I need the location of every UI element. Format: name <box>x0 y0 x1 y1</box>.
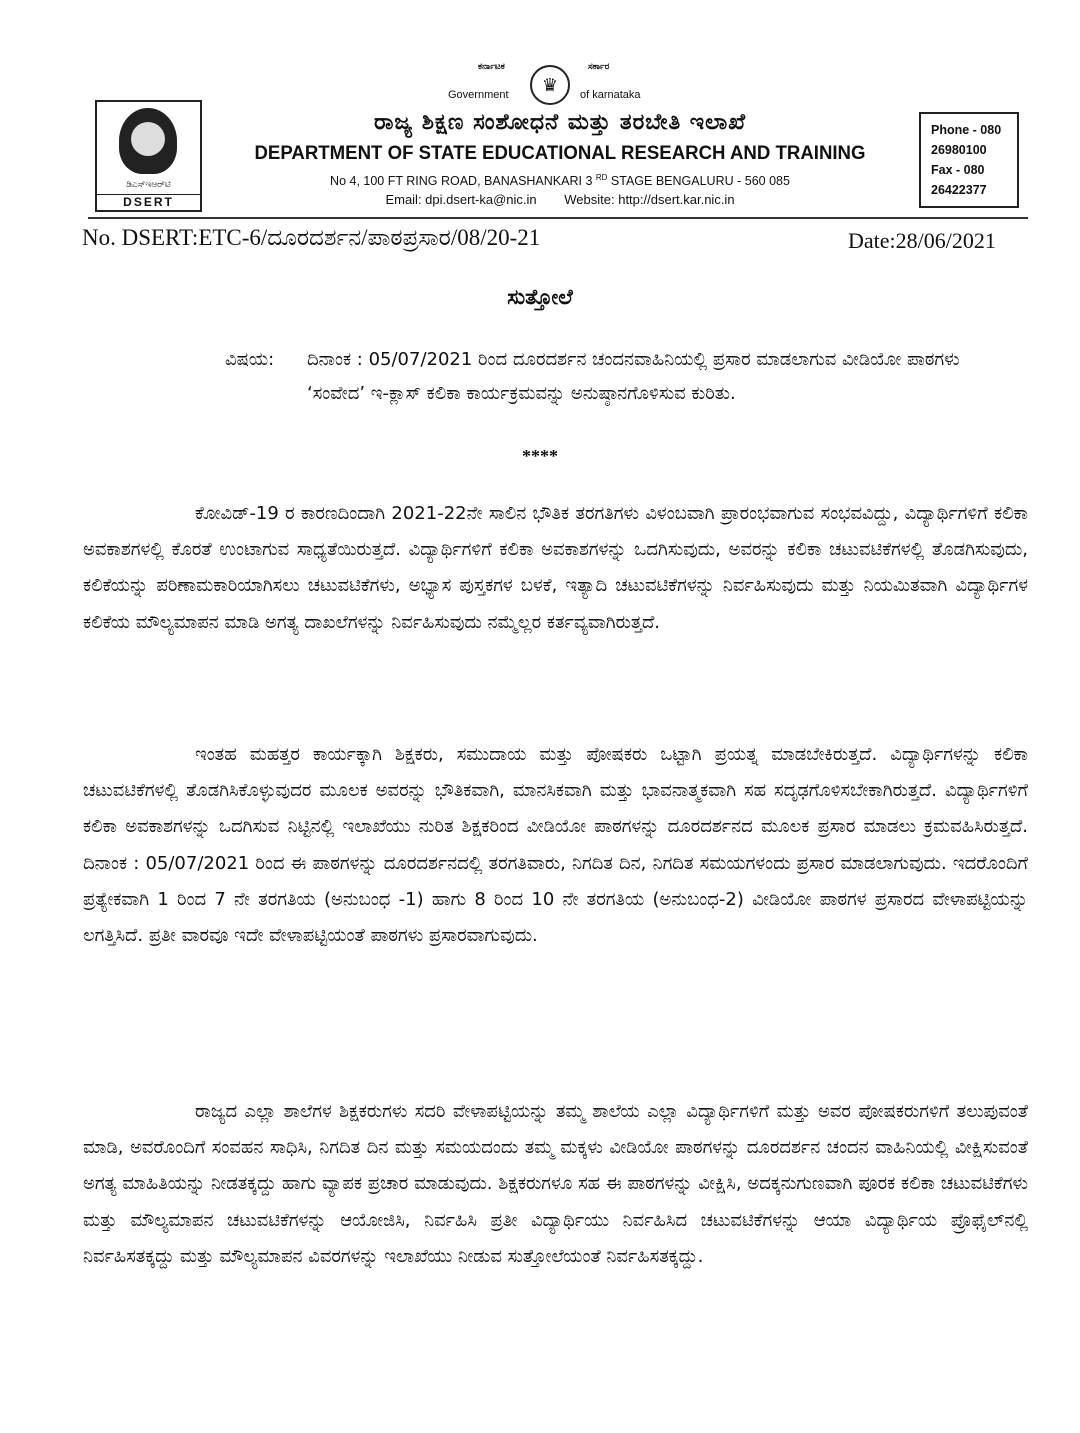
subject-text: ದಿನಾಂಕ : 05/07/2021 ರಿಂದ ದೂರದರ್ಶನ ಚಂದನವಾಹಿನಿಯಲ್ಲಿ ಪ್ರಸಾರ ಮಾಡಲಾಗುವ ವೀಡಿಯೋ ಪಾಠಗಳು ‘ಸಂವೇದ’ ಇ-ಕ್ಲಾಸ್ ಕಲಿಕಾ ಕಾರ್ಯಕ್ರಮವನ್ನು ಅನುಷ್ಠಾನಗೊಳಿಸುವ ಕುರಿತು. <box>307 349 960 404</box>
subject-block <box>225 343 960 411</box>
subject-label: ವಿಷಯ: <box>225 349 275 370</box>
address-post: STAGE BENGALURU - 560 085 <box>607 174 790 189</box>
separator: **** <box>522 446 558 466</box>
dsert-seal-icon <box>119 108 177 174</box>
department-address <box>205 173 915 188</box>
circular-title: ಸುತ್ತೋಲೆ <box>507 285 573 309</box>
dsert-logo <box>95 100 202 212</box>
phone-fax-box <box>919 112 1019 208</box>
reference-number: No. DSERT:ETC-6/ದೂರದರ್ಶನ/ಪಾಠಪ್ರಸಾರ/08/20-21 <box>82 225 541 250</box>
gov-kn-left: ಕರ್ನಾಟಕ <box>478 62 505 72</box>
contact-line <box>205 192 915 207</box>
body-paragraph-3: ರಾಜ್ಯದ ಎಲ್ಲಾ ಶಾಲೆಗಳ ಶಿಕ್ಷಕರುಗಳು ಸದರಿ ವೇಳಾಪಟ್ಟಿಯನ್ನು ತಮ್ಮ ಶಾಲೆಯ ಎಲ್ಲಾ ವಿದ್ಯಾರ್ಥಿಗಳಿಗೆ ಮತ್ತು ಅವರ ಪೋಷಕರುಗಳಿಗೆ ತಲುಪುವಂತೆ ಮಾಡಿ, ಅವರೊಂದಿಗೆ ಸಂವಹನ ಸಾಧಿಸಿ, ನಿಗದಿತ ದಿನ ಮತ್ತು ಸಮಯದಂದು ತಮ್ಮ ಮಕ್ಕಳು ವೀಡಿಯೋ ಪಾಠಗಳನ್ನು ದೂರದರ್ಶನ ಚಂದನ ವಾಹಿನಿಯಲ್ಲಿ ವೀಕ್ಷಿಸುವಂತೆ ಅಗತ್ಯ ಮಾಹಿತಿಯನ್ನು ನೀಡತಕ್ಕದ್ದು ಹಾಗು ವ್ಯಾಪಕ ಪ್ರಚಾರ ಮಾಡುವುದು. ಶಿಕ್ಷಕರುಗಳೂ ಸಹ ಈ ಪಾಠಗಳನ್ನು ವೀಕ್ಷಿಸಿ, ಅದಕ್ಕನುಗುಣವಾಗಿ ಪೂರಕ ಕಲಿಕಾ ಚಟುವಟಿಕೆಗಳು ಮತ್ತು ಮೌಲ್ಯಮಾಪನ ಚಟುವಟಿಕೆಗಳನ್ನು ಆಯೋಜಿಸಿ, ನಿರ್ವಹಿಸಿ ಪ್ರತೀ ವಿದ್ಯಾರ್ಥಿಯು ನಿರ್ವಹಿಸಿದ ಚಟುವಟಿಕೆಗಳನ್ನು ಆಯಾ ವಿದ್ಯಾರ್ಥಿಯ ಪ್ರೊಫೈಲ್‌ನಲ್ಲಿ ನಿರ್ವಹಿಸತಕ್ಕದ್ದು ಮತ್ತು ಮೌಲ್ಯಮಾಪನ ವಿವರಗಳನ್ನು ಇಲಾಖೆಯು ನೀಡುವ ಸುತ್ತೋಲೆಯಂತೆ ನಿರ್ವಹಿಸತಕ್ಕದ್ದು. <box>83 1101 1028 1267</box>
body-paragraph-2: ಇಂತಹ ಮಹತ್ತರ ಕಾರ್ಯಕ್ಕಾಗಿ ಶಿಕ್ಷಕರು, ಸಮುದಾಯ ಮತ್ತು ಪೋಷಕರು ಒಟ್ಟಾಗಿ ಪ್ರಯತ್ನ ಮಾಡಬೇಕಿರುತ್ತದೆ. ವಿದ್ಯಾರ್ಥಿಗಳನ್ನು ಕಲಿಕಾ ಚಟುವಟಿಕೆಗಳಲ್ಲಿ ತೊಡಗಿಸಿಕೊಳ್ಳುವುದರ ಮೂಲಕ ಅವರನ್ನು ಭೌತಿಕವಾಗಿ, ಮಾನಸಿಕವಾಗಿ ಮತ್ತು ಭಾವನಾತ್ಮಕವಾಗಿ ಸಹ ಸದೃಢಗೊಳಿಸಬೇಕಾಗಿರುತ್ತದೆ. ವಿದ್ಯಾರ್ಥಿಗಳಿಗೆ ಕಲಿಕಾ ಅವಕಾಶಗಳನ್ನು ಒದಗಿಸುವ ನಿಟ್ಟಿನಲ್ಲಿ ಇಲಾಖೆಯು ನುರಿತ ಶಿಕ್ಷಕರಿಂದ ವೀಡಿಯೋ ಪಾಠಗಳನ್ನು ದೂರದರ್ಶನದ ಮೂಲಕ ಪ್ರಸಾರ ಮಾಡಲು ಕ್ರಮವಹಿಸಿರುತ್ತದೆ. ದಿನಾಂಕ : 05/07/2021 ರಿಂದ ಈ ಪಾಠಗಳನ್ನು ದೂರದರ್ಶನದಲ್ಲಿ ತರಗತಿವಾರು, ನಿಗದಿತ ದಿನ, ನಿಗದಿತ ಸಮಯಗಳಂದು ಪ್ರಸಾರ ಮಾಡಲಾಗುವುದು. ಇದರೊಂದಿಗೆ ಪ್ರತ್ಯೇಕವಾಗಿ 1 ರಿಂದ 7 ನೇ ತರಗತಿಯ (ಅನುಬಂಧ -1) ಹಾಗು 8 ರಿಂದ 10 ನೇ ತರಗತಿಯ (ಅನುಬಂಧ-2) ವೀಡಿಯೋ ಪಾಠಗಳ ಪ್ರಸಾರದ ವೇಳಾಪಟ್ಟಿಯನ್ನು ಲಗತ್ತಿಸಿದೆ. ಪ್ರತೀ ವಾರವೂ ಇದೇ ವೇಳಾಪಟ್ಟಿಯಂತೆ ಪಾಠಗಳು ಪ್ರಸಾರವಾಗುವುದು. <box>83 744 1028 947</box>
website: Website: http://dsert.kar.nic.in <box>564 192 735 207</box>
gov-kn-right: ಸರ್ಕಾರ <box>588 62 610 72</box>
gov-en-left: Government <box>448 89 509 101</box>
fax-number: 26422377 <box>931 183 987 197</box>
government-emblem-header <box>440 62 680 102</box>
phone-number: 26980100 <box>931 143 987 157</box>
logo-kn-text: ಡಿಎಸ್ಇಆರ್‌ಟಿ <box>126 180 171 190</box>
phone-label: Phone - 080 <box>931 123 1002 137</box>
header-divider <box>88 217 1028 219</box>
body-paragraph-1: ಕೋವಿಡ್-19 ರ ಕಾರಣದಿಂದಾಗಿ 2021-22ನೇ ಸಾಲಿನ ಭೌತಿಕ ತರಗತಿಗಳು ವಿಳಂಬವಾಗಿ ಪ್ರಾರಂಭವಾಗುವ ಸಂಭವವಿದ್ದು, ವಿದ್ಯಾರ್ಥಿಗಳಿಗೆ ಕಲಿಕಾ ಅವಕಾಶಗಳಲ್ಲಿ ಕೊರತೆ ಉಂಟಾಗುವ ಸಾಧ್ಯತೆಯಿರುತ್ತದೆ. ವಿದ್ಯಾರ್ಥಿಗಳಿಗೆ ಕಲಿಕಾ ಅವಕಾಶಗಳನ್ನು ಒದಗಿಸುವುದು, ಅವರನ್ನು ಕಲಿಕಾ ಚಟುವಟಿಕೆಗಳಲ್ಲಿ ತೊಡಗಿಸುವುದು, ಕಲಿಕೆಯನ್ನು ಪರಿಣಾಮಕಾರಿಯಾಗಿಸಲು ಚಟುವಟಿಕೆಗಳು, ಅಭ್ಯಾಸ ಪುಸ್ತಕಗಳ ಬಳಕೆ, ಇತ್ಯಾದಿ ಚಟುವಟಿಕೆಗಳನ್ನು ನಿರ್ವಹಿಸುವುದು ಮತ್ತು ನಿಯಮಿತವಾಗಿ ವಿದ್ಯಾರ್ಥಿಗಳ ಕಲಿಕೆಯ ಮೌಲ್ಯಮಾಪನ ಮಾಡಿ ಅಗತ್ಯ ದಾಖಲೆಗಳನ್ನು ನಿರ್ವಹಿಸುವುದು ನಮ್ಮೆಲ್ಲರ ಕರ್ತವ್ಯವಾಗಿರುತ್ತದೆ. <box>83 503 1028 633</box>
address-pre: No 4, 100 FT RING ROAD, BANASHANKARI 3 <box>330 174 593 189</box>
department-name-english: DEPARTMENT OF STATE EDUCATIONAL RESEARCH AND TRAINING <box>254 143 866 164</box>
state-emblem-icon: ♛ <box>530 65 570 105</box>
address-sup: RD <box>595 173 608 182</box>
fax-label: Fax - 080 <box>931 163 985 177</box>
gov-en-right: of karnataka <box>580 89 641 101</box>
department-name-kannada: ರಾಜ್ಯ ಶಿಕ್ಷಣ ಸಂಶೋಧನೆ ಮತ್ತು ತರಬೇತಿ ಇಲಾಖೆ <box>373 110 747 135</box>
email: Email: dpi.dsert-ka@nic.in <box>385 192 537 207</box>
logo-en-text: DSERT <box>97 194 200 209</box>
circular-date: Date:28/06/2021 <box>848 228 996 253</box>
